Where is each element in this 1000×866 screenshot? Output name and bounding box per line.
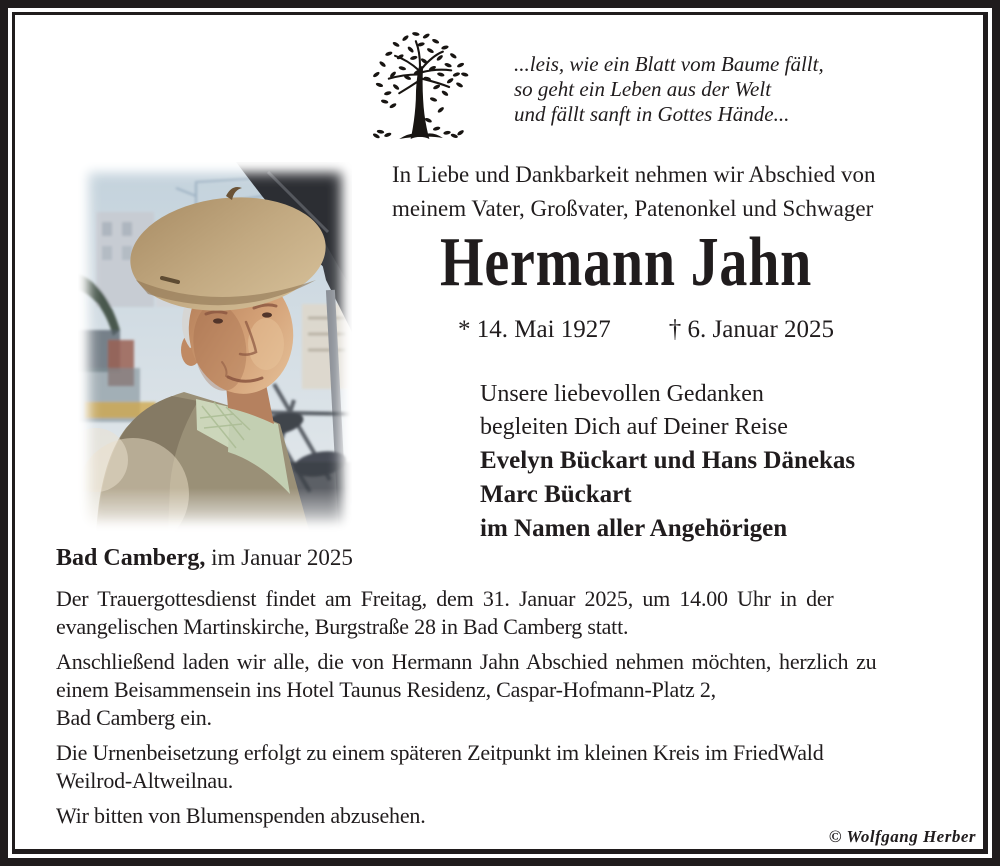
mourner-line: im Namen aller Angehörigen (480, 515, 788, 542)
paragraph-line: Die Urnenbeisetzung erfolgt zu einem späteren Zeitpunkt im kleinen Kreis im FriedWald (56, 740, 824, 765)
mourner-line: Evelyn Bückart und Hans Dänekas (480, 447, 856, 474)
poem (514, 52, 824, 127)
deceased-name: Hermann Jahn (440, 224, 813, 301)
service-paragraph (56, 585, 942, 641)
paragraph-line: Wir bitten von Blumenspenden abzusehen. (56, 803, 426, 828)
service-paragraph (56, 739, 942, 795)
paragraph-line: Bad Camberg ein. (56, 705, 212, 730)
poem-line: so geht ein Leben aus der Welt (514, 77, 772, 101)
paragraph-line: Anschließend laden wir alle, die von Hermann Jahn Abschied nehmen möchten, herzlich zu (56, 649, 877, 674)
mourners-list (480, 444, 855, 546)
paragraph-line: Weilrod-Altweilnau. (56, 768, 234, 793)
portrait-photo (78, 162, 352, 534)
service-paragraph (56, 802, 942, 830)
intro-text (392, 158, 876, 226)
paragraph-line: einem Beisammensein ins Hotel Taunus Residenz, Caspar-Hofmann-Platz 2, (56, 677, 716, 702)
poem-line: und fällt sanft in Gottes Hände... (514, 102, 790, 126)
paragraph-line: evangelischen Martinskirche, Burgstraße 28 in Bad Camberg statt. (56, 614, 629, 639)
tree-illustration (368, 26, 472, 148)
service-paragraph (56, 648, 942, 732)
mourner-line: Marc Bückart (480, 481, 632, 508)
intro-line: meinem Vater, Großvater, Patenonkel und Schwager (392, 196, 874, 221)
tribute-line: begleiten Dich auf Deiner Reise (480, 414, 788, 440)
service-information (56, 585, 942, 837)
death-date: † 6. Januar 2025 (668, 316, 835, 343)
intro-line: In Liebe und Dankbarkeit nehmen wir Abschied von (392, 162, 876, 187)
birth-date: * 14. Mai 1927 (458, 316, 611, 343)
place-name: Bad Camberg, (56, 545, 206, 571)
photographer-credit: © Wolfgang Herber (828, 827, 976, 846)
life-dates (458, 316, 834, 344)
paragraph-line: Der Trauergottesdienst findet am Freitag, dem 31. Januar 2025, um 14.00 Uhr in der (56, 586, 834, 611)
notice-date: im Januar 2025 (211, 545, 353, 570)
poem-line: ...leis, wie ein Blatt vom Baume fällt, (514, 52, 824, 76)
dateline (56, 545, 353, 572)
tribute-text (480, 378, 788, 444)
tribute-line: Unsere liebevollen Gedanken (480, 381, 764, 407)
